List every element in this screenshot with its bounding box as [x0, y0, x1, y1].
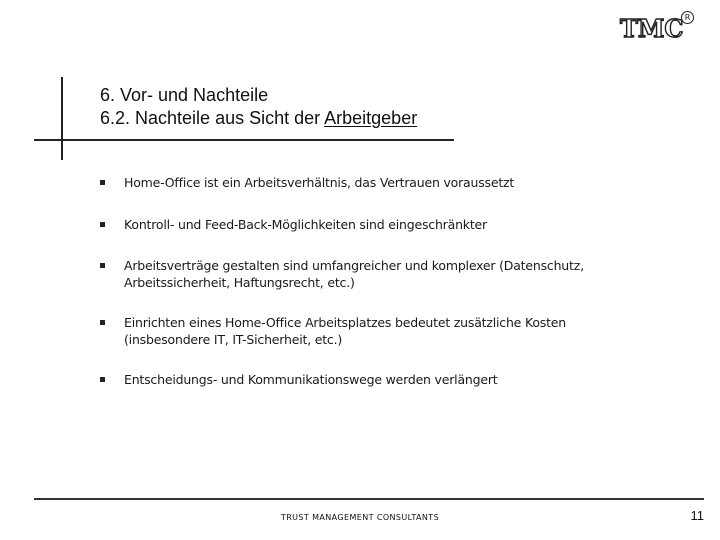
title-vertical-rule	[61, 77, 63, 160]
title-horizontal-rule	[34, 139, 454, 141]
bullet-text	[124, 174, 604, 191]
bullet-square-icon	[100, 180, 105, 185]
bullet-text	[124, 257, 604, 291]
bullet-square-icon	[100, 263, 105, 268]
title-line-2-underlined: Arbeitgeber	[324, 108, 418, 128]
bullet-text	[124, 371, 604, 388]
title-line-1: 6. Vor- und Nachteile	[100, 85, 269, 105]
bullet-line: Kontroll- und Feed-Back-Möglichkeiten sind eingeschränkter	[124, 217, 487, 232]
bullet-line: Home-Office ist ein Arbeitsverhältnis, das Vertrauen voraussetzt	[124, 175, 515, 190]
registered-trademark-icon: R	[681, 11, 694, 24]
bullet-text	[124, 314, 604, 348]
slide-title	[100, 84, 417, 130]
bullet-square-icon	[100, 320, 105, 325]
title-line-2-prefix: 6.2. Nachteile aus Sicht der	[100, 108, 325, 128]
footer-company: TRUST MANAGEMENT CONSULTANTS	[280, 513, 440, 522]
bullet-square-icon	[100, 222, 105, 227]
bullet-text	[124, 216, 604, 233]
bullet-line: Arbeitssicherheit, Haftungsrecht, etc.)	[124, 275, 355, 290]
tmc-logo: TMC	[620, 14, 684, 43]
footer-rule	[34, 498, 704, 500]
title-line-2	[100, 107, 417, 130]
bullet-line: (insbesondere IT, IT-Sicherheit, etc.)	[124, 332, 343, 347]
page-number: 11	[690, 508, 704, 523]
bullet-line: Einrichten eines Home-Office Arbeitsplatzes bedeutet zusätzliche Kosten	[124, 315, 566, 330]
bullet-line: Entscheidungs- und Kommunikationswege werden verlängert	[124, 372, 498, 387]
bullet-square-icon	[100, 377, 105, 382]
bullet-line: Arbeitsverträge gestalten sind umfangreicher und komplexer (Datenschutz,	[124, 258, 584, 273]
